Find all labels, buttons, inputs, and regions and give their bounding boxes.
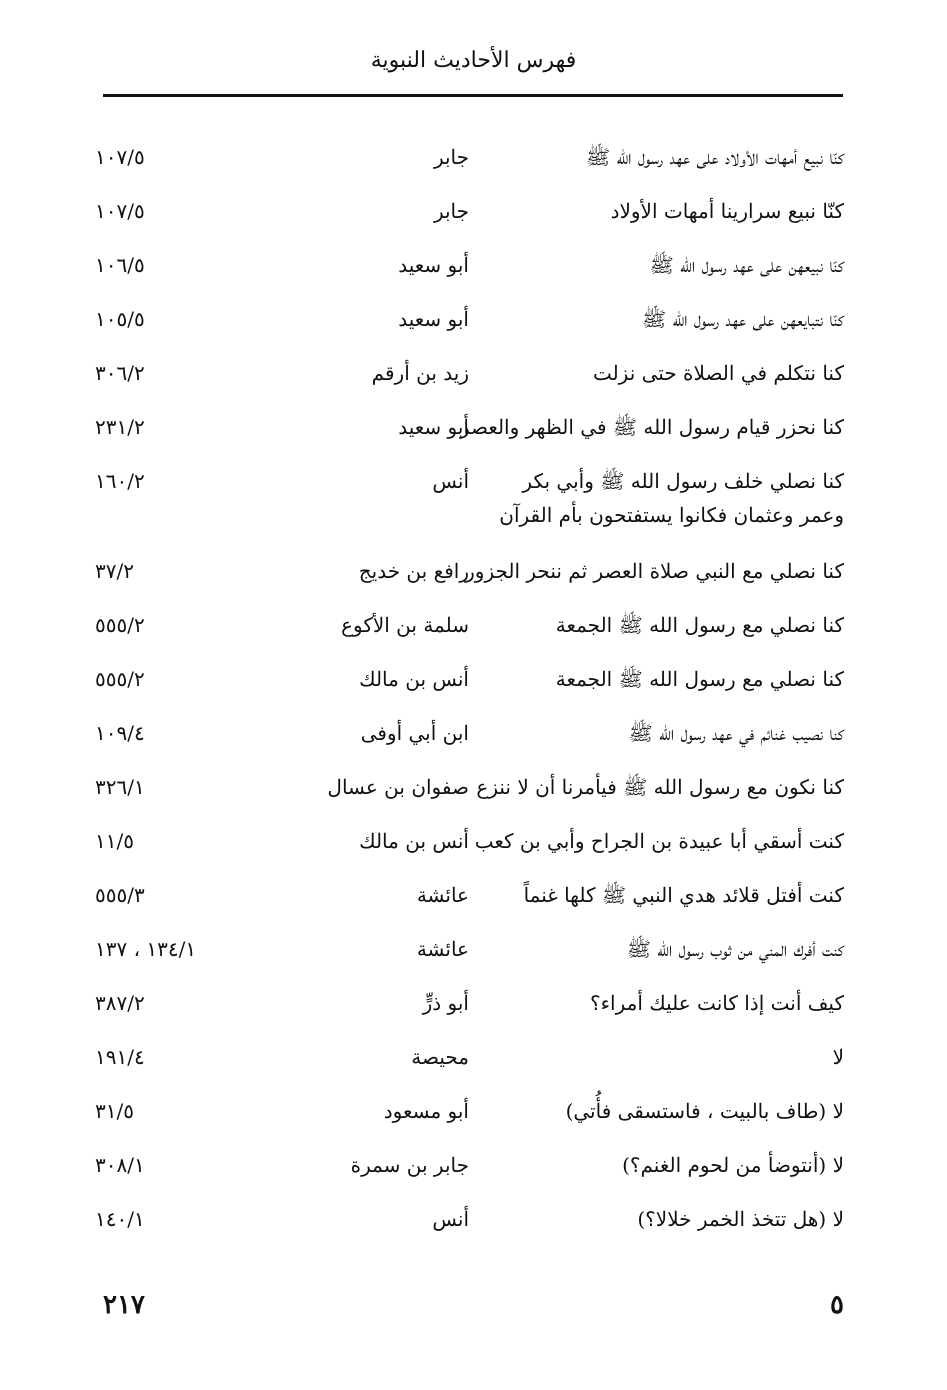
hadith-text: كنّا نتبايعهن على عهد رسول الله ﷺ — [642, 307, 844, 331]
volume-page-reference: ١٠٥/٥ — [95, 307, 145, 331]
index-entry — [0, 650, 947, 704]
hadith-text: لا (أنتوضأ من لحوم الغنم؟) — [622, 1153, 844, 1177]
header-divider — [103, 94, 843, 97]
narrator-name: رافع بن خديج — [358, 559, 469, 583]
hadith-text: كنّا نبيع سرارينا أمهات الأولاد — [610, 199, 844, 223]
index-entry — [0, 1082, 947, 1136]
hadith-text: كنّا نبيع أمهات الأولاد على عهد رسول الله ﷺ — [586, 145, 844, 169]
narrator-name: جابر بن سمرة — [350, 1153, 469, 1177]
volume-page-reference: ٣٠٨/١ — [95, 1153, 145, 1177]
volume-page-reference: ١٣٤/١ ، ١٣٧ — [95, 937, 197, 961]
hadith-text: لا (هل تتخذ الخمر خلالا؟) — [637, 1207, 844, 1231]
index-entry — [0, 704, 947, 758]
volume-page-reference: ١٠٦/٥ — [95, 253, 145, 277]
hadith-text: لا (طاف بالبيت ، فاستسقى فأُتي) — [565, 1099, 844, 1123]
hadith-text: كنا نصلي مع النبي صلاة العصر ثم ننحر الجزور — [465, 559, 844, 583]
index-entry — [0, 452, 947, 542]
page-number: ٢١٧ — [103, 1290, 145, 1320]
index-entry — [0, 596, 947, 650]
hadith-text: لا — [832, 1045, 844, 1069]
index-entry — [0, 1136, 947, 1190]
narrator-name: أنس بن مالك — [359, 829, 469, 853]
narrator-name: عائشة — [416, 937, 469, 961]
index-entry — [0, 920, 947, 974]
narrator-name: جابر — [433, 199, 469, 223]
hadith-text: كنّا نبيعهن على عهد رسول الله ﷺ — [649, 253, 844, 277]
narrator-name: ابن أبي أوفى — [360, 721, 469, 745]
narrator-name: سلمة بن الأكوع — [341, 613, 469, 637]
index-entry — [0, 1028, 947, 1082]
index-entry — [0, 974, 947, 1028]
volume-page-reference: ١١/٥ — [95, 829, 134, 853]
narrator-name: أبو سعيد — [398, 307, 469, 331]
narrator-name: أبو سعيد — [398, 253, 469, 277]
volume-page-reference: ٣٧/٢ — [95, 559, 134, 583]
page-title: فهرس الأحاديث النبوية — [370, 48, 577, 73]
hadith-text: كنت أسقي أبا عبيدة بن الجراح وأبي بن كعب — [474, 829, 844, 853]
index-entry — [0, 344, 947, 398]
index-entry — [0, 236, 947, 290]
narrator-name: جابر — [433, 145, 469, 169]
index-entry — [0, 290, 947, 344]
narrator-name: أنس — [432, 469, 469, 493]
narrator-name: زيد بن أرقم — [371, 361, 469, 385]
volume-page-reference: ٥٥٥/٣ — [95, 883, 145, 907]
volume-page-reference: ٢٣١/٢ — [95, 415, 145, 439]
narrator-name: محيصة — [411, 1045, 469, 1069]
volume-page-reference: ١٠٧/٥ — [95, 145, 145, 169]
hadith-text: كيف أنت إذا كانت عليك أمراء؟ — [590, 991, 844, 1015]
narrator-name: أنس — [432, 1207, 469, 1231]
hadith-text: كنا نحزر قيام رسول الله ﷺ في الظهر والعصر — [459, 415, 844, 439]
hadith-text: كنت أفتل قلائد هدي النبي ﷺ كلها غنماً — [523, 883, 844, 907]
narrator-name: أبو مسعود — [383, 1099, 469, 1123]
narrator-name: أنس بن مالك — [359, 667, 469, 691]
index-entry — [0, 812, 947, 866]
index-entry — [0, 758, 947, 812]
volume-page-reference: ٣٢٦/١ — [95, 775, 145, 799]
hadith-text: كنا نصلي خلف رسول الله ﷺ وأبي بكر وعمر وعثمان فكانوا يستفتحون بأم القرآن — [499, 469, 844, 527]
volume-page-reference: ٥٥٥/٢ — [95, 613, 145, 637]
narrator-name: عائشة — [416, 883, 469, 907]
hadith-index-list — [0, 128, 947, 1244]
index-entry — [0, 1190, 947, 1244]
hadith-text: كنت أفرك المني من ثوب رسول الله ﷺ — [626, 937, 844, 961]
narrator-name: أبو ذرٍّ — [422, 991, 469, 1015]
volume-page-reference: ١٩١/٤ — [95, 1045, 145, 1069]
narrator-name: أبو سعيد — [398, 415, 469, 439]
narrator-name: صفوان بن عسال — [327, 775, 469, 799]
hadith-text: كنا نكون مع رسول الله ﷺ فيأمرنا أن لا ننزع — [476, 775, 844, 799]
volume-page-reference: ٥٥٥/٢ — [95, 667, 145, 691]
hadith-text: كنا نصلي مع رسول الله ﷺ الجمعة — [555, 613, 844, 637]
hadith-text: كنا نصلي مع رسول الله ﷺ الجمعة — [555, 667, 844, 691]
index-entry — [0, 542, 947, 596]
volume-page-reference: ٣٠٦/٢ — [95, 361, 145, 385]
index-entry — [0, 866, 947, 920]
volume-page-reference: ١٤٠/١ — [95, 1207, 145, 1231]
volume-page-reference: ١٦٠/٢ — [95, 469, 145, 493]
index-entry — [0, 128, 947, 182]
index-entry — [0, 398, 947, 452]
hadith-text: كنا نتكلم في الصلاة حتى نزلت — [592, 361, 844, 385]
volume-page-reference: ٣٨٧/٢ — [95, 991, 145, 1015]
volume-page-reference: ١٠٧/٥ — [95, 199, 145, 223]
hadith-text: كنا نصيب غنائم في عهد رسول الله ﷺ — [628, 721, 844, 745]
volume-page-reference: ١٠٩/٤ — [95, 721, 145, 745]
section-number: ٥ — [830, 1290, 844, 1320]
index-entry — [0, 182, 947, 236]
volume-page-reference: ٣١/٥ — [95, 1099, 134, 1123]
